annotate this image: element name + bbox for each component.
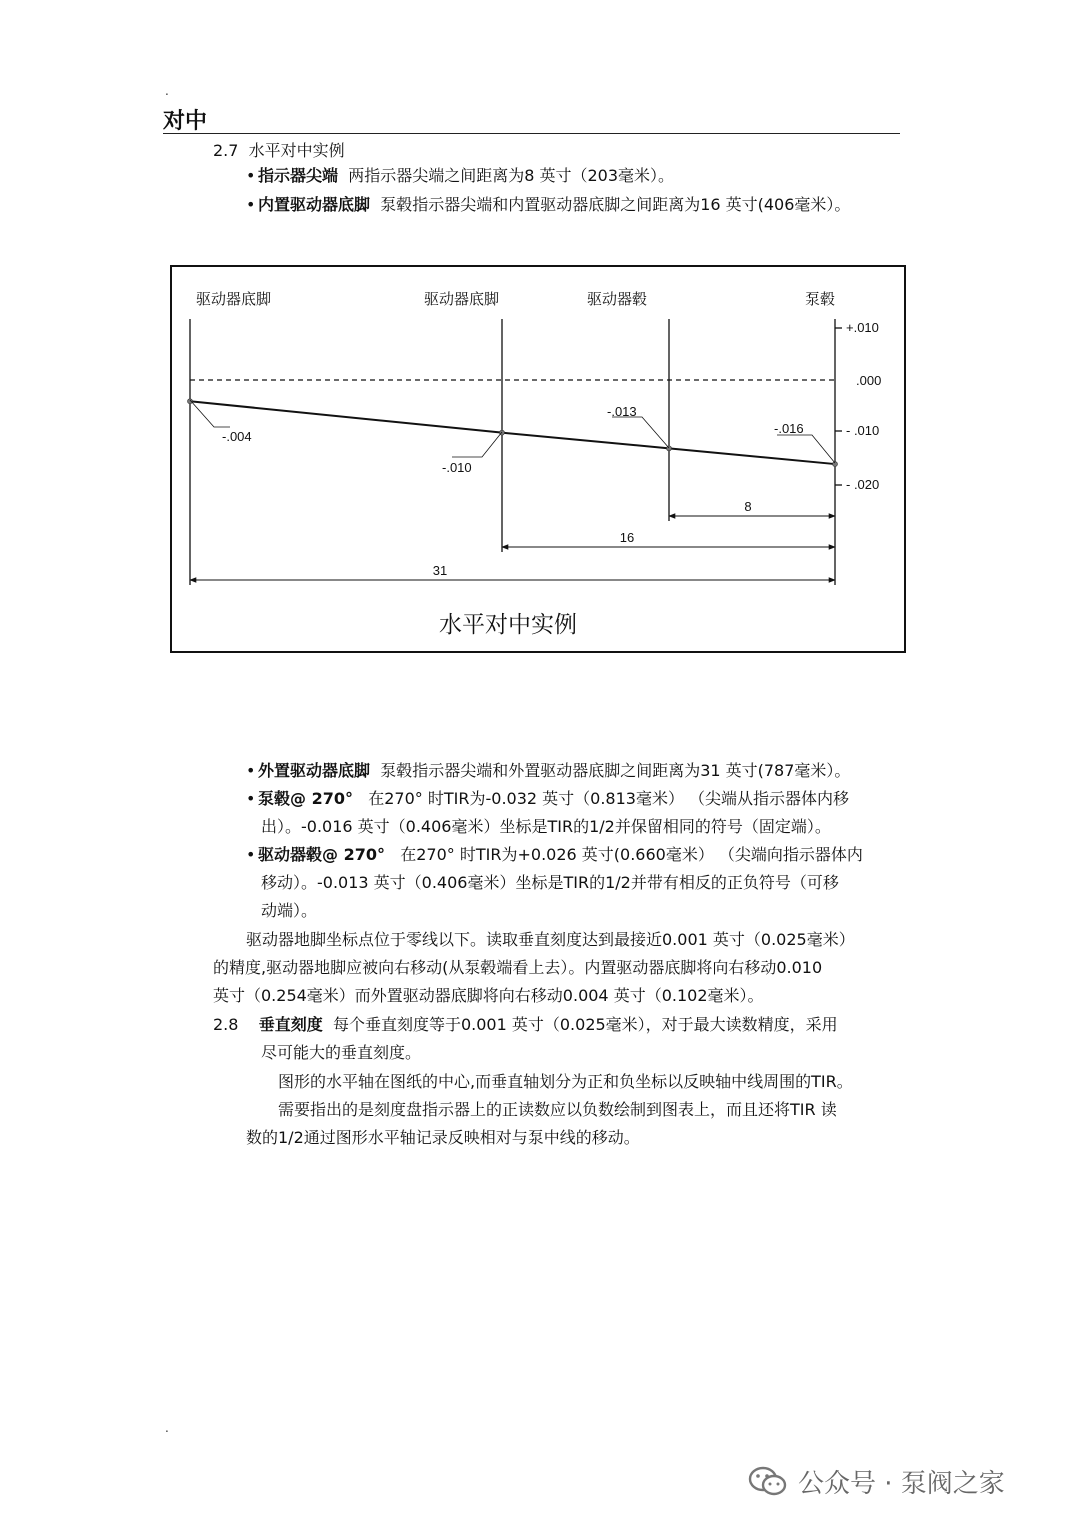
bullet-driver-hub-270 — [246, 841, 863, 869]
bullet-indicator-tip — [246, 162, 674, 190]
alignment-chart-svg — [172, 267, 904, 651]
section-term: 垂直刻度 — [258, 1015, 323, 1034]
data-point-0 — [188, 399, 193, 404]
paragraph-driver-feet-line3: 英寸（0.254毫米）而外置驱动器底脚将向右移动0.004 英寸（0.102毫米）。 — [213, 986, 764, 1005]
scale-label-plus-010: +.010 — [846, 320, 879, 335]
bullet-text: 泵毂指示器尖端和内置驱动器底脚之间距离为16 英寸(406毫米）。 — [380, 195, 851, 214]
bullet-text: 在270° 时TIR为-0.032 英寸（0.813毫米） （尖端从指示器体内移 — [368, 789, 850, 808]
point-label-minus-013: -.013 — [607, 404, 637, 419]
scale-label-minus-010: - .010 — [846, 423, 880, 438]
page-dot-top: . — [165, 84, 169, 98]
dim-label-16: 16 — [619, 530, 635, 545]
section-number: 2.7 — [213, 141, 239, 160]
data-point-2 — [667, 446, 672, 451]
section-2-8-para2-line2: 数的1/2通过图形水平轴记录反映相对与泵中线的移动。 — [246, 1128, 640, 1147]
section-2-8-para2-line1: 需要指出的是刻度盘指示器上的正读数应以负数绘制到图表上，而且还将TIR 读 — [278, 1100, 837, 1119]
col-label-inner-driver-foot: 驱动器底脚 — [424, 290, 500, 308]
bullet-outer-driver-foot — [246, 757, 850, 785]
bullet-inner-driver-foot — [246, 191, 850, 219]
scale-label-minus-020: - .020 — [846, 477, 880, 492]
figure-caption: 水平对中实例 — [439, 612, 577, 638]
wechat-icon — [748, 1466, 788, 1498]
scale-label-000: .000 — [856, 373, 882, 388]
dim-label-31: 31 — [432, 563, 448, 578]
section-text: 每个垂直刻度等于0.001 英寸（0.025毫米），对于最大读数精度，采用 — [332, 1015, 838, 1034]
bullet-glyph: • — [246, 845, 256, 864]
data-point-3 — [833, 462, 838, 467]
col-label-driver-hub: 驱动器毂 — [587, 290, 648, 308]
shaft-centerline — [190, 401, 835, 464]
section-2-8-para1: 图形的水平轴在图纸的中心,而垂直轴划分为正和负坐标以反映轴中线周围的TIR。 — [278, 1072, 853, 1091]
section-2-7-heading — [213, 138, 345, 161]
col-label-pump-hub: 泵毂 — [805, 290, 836, 308]
bullet-glyph: • — [246, 166, 256, 185]
bullet-term: 外置驱动器底脚 — [258, 761, 371, 780]
dim-label-8: 8 — [744, 499, 752, 514]
point-label-minus-010: -.010 — [442, 460, 472, 475]
bullet-text: 泵毂指示器尖端和外置驱动器底脚之间距离为31 英寸(787毫米）。 — [380, 761, 851, 780]
watermark-text: 公众号 · 泵阀之家 — [798, 1469, 1005, 1499]
header-rule — [163, 133, 900, 134]
watermark — [748, 1463, 1005, 1500]
bullet-term: 内置驱动器底脚 — [258, 195, 371, 214]
alignment-figure — [170, 265, 906, 653]
bullet-driver-hub-270-cont1: 移动）。-0.013 英寸（0.406毫米）坐标是TIR的1/2并带有相反的正负符号（可移 — [261, 873, 839, 892]
bullet-pump-hub-270-cont: 出）。-0.016 英寸（0.406毫米）坐标是TIR的1/2并保留相同的符号（固定端）。 — [261, 817, 831, 836]
page-dot-bottom: . — [165, 1421, 169, 1435]
leader-minus-010 — [452, 432, 502, 457]
bullet-term: 指示器尖端 — [258, 166, 339, 185]
section-number: 2.8 — [213, 1015, 239, 1034]
bullet-glyph: • — [246, 195, 256, 214]
section-2-8-line1 — [213, 1011, 838, 1039]
bullet-text: 在270° 时TIR为+0.026 英寸(0.660毫米） （尖端向指示器体内 — [400, 845, 863, 864]
bullet-glyph: • — [246, 789, 256, 808]
section-2-8-line2: 尽可能大的垂直刻度。 — [261, 1043, 422, 1062]
bullet-text: 两指示器尖端之间距离为8 英寸（203毫米）。 — [348, 166, 674, 185]
point-label-minus-004: -.004 — [222, 429, 252, 444]
bullet-glyph: • — [246, 761, 256, 780]
bullet-term: 泵毂@ 270° — [258, 789, 353, 808]
page-header-title: 对中 — [163, 109, 208, 134]
bullet-term: 驱动器毂@ 270° — [258, 845, 385, 864]
col-label-outer-driver-foot: 驱动器底脚 — [196, 290, 272, 308]
section-title: 水平对中实例 — [248, 141, 345, 160]
point-label-minus-016: -.016 — [774, 421, 804, 436]
paragraph-driver-feet-line2: 的精度,驱动器地脚应被向右移动(从泵毂端看上去）。内置驱动器底脚将向右移动0.010 — [213, 958, 823, 977]
bullet-pump-hub-270 — [246, 785, 849, 813]
paragraph-driver-feet-line1: 驱动器地脚坐标点位于零线以下。读取垂直刻度达到最接近0.001 英寸（0.025毫米） — [246, 930, 855, 949]
bullet-driver-hub-270-cont2: 动端）。 — [261, 901, 318, 920]
